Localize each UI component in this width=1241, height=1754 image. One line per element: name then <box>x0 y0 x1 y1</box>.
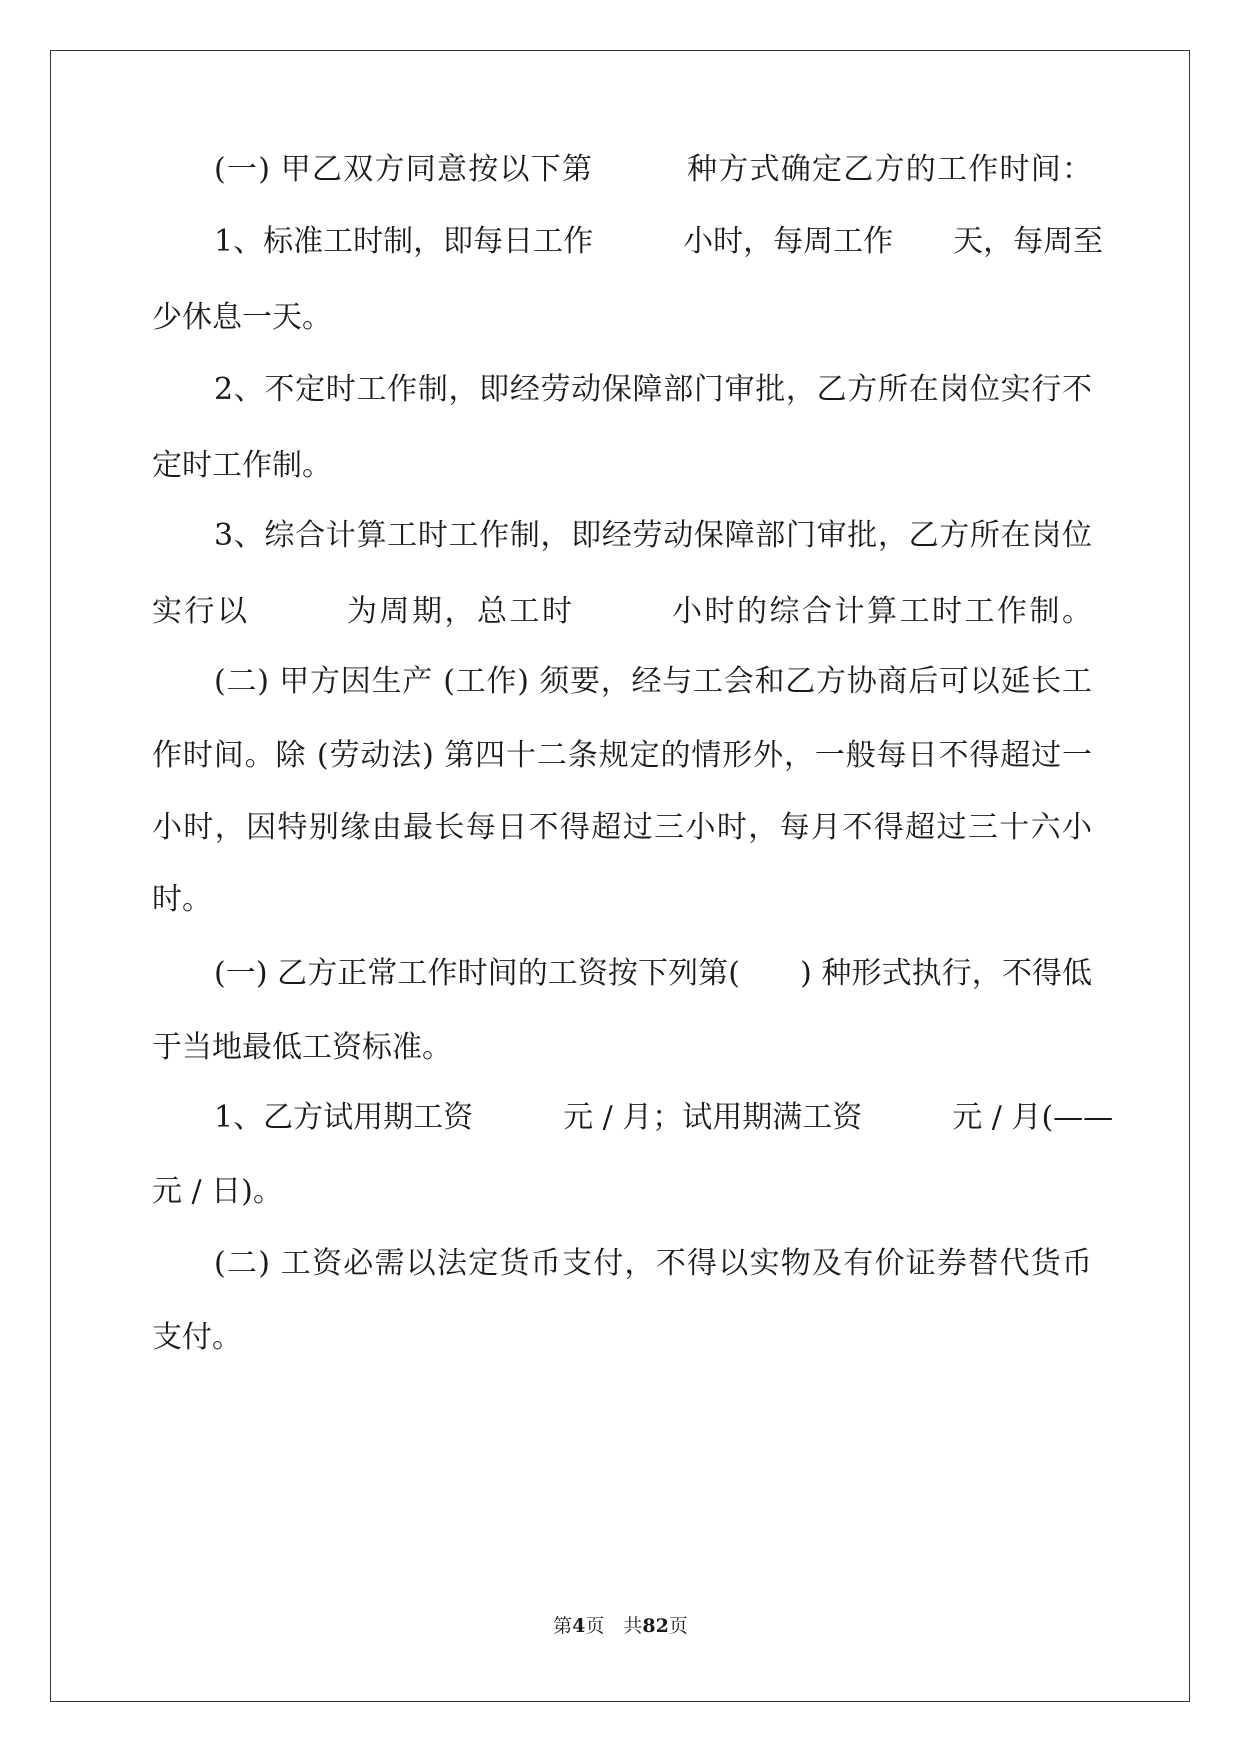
paragraph-line: 定时工作制。 <box>152 448 332 483</box>
page-footer <box>0 1614 1241 1638</box>
footer-page-prefix: 第 <box>553 1615 573 1637</box>
footer-total-suffix: 页 <box>668 1615 688 1637</box>
paragraph-line: 时。 <box>152 882 212 917</box>
paragraph-line: 小时，因特别缘由最长每日不得超过三小时，每月不得超过三十六小 <box>152 810 1092 845</box>
paragraph-line: 1、标准工时制，即每日工作 小时，每周工作 天，每周至 <box>214 224 1104 259</box>
footer-total-pages: 82 <box>642 1615 669 1637</box>
paragraph-line: 支付。 <box>152 1320 242 1355</box>
paragraph-line: 3、综合计算工时工作制，即经劳动保障部门审批，乙方所在岗位 <box>214 518 1092 553</box>
paragraph-line: 作时间。除 (劳动法) 第四十二条规定的情形外，一般每日不得超过一 <box>152 738 1092 773</box>
paragraph-line: 少休息一天。 <box>152 300 332 335</box>
paragraph-line: (二) 甲方因生产 (工作) 须要，经与工会和乙方协商后可以延长工 <box>214 664 1092 699</box>
paragraph-line: 1、乙方试用期工资 元 / 月；试用期满工资 元 / 月(—— <box>214 1100 1114 1135</box>
footer-page-number: 4 <box>572 1615 586 1637</box>
paragraph-line: (一) 甲乙双方同意按以下第 种方式确定乙方的工作时间： <box>214 152 1092 187</box>
paragraph-line: 2、不定时工作制，即经劳动保障部门审批，乙方所在岗位实行不 <box>214 372 1092 407</box>
footer-page-suffix: 页 <box>585 1615 605 1637</box>
footer-total-prefix: 共 <box>623 1615 643 1637</box>
paragraph-line: (二) 工资必需以法定货币支付，不得以实物及有价证券替代货币 <box>214 1246 1092 1281</box>
paragraph-line: 元 / 日)。 <box>152 1174 283 1209</box>
paragraph-line: (一) 乙方正常工作时间的工资按下列第( ) 种形式执行，不得低 <box>214 956 1092 991</box>
paragraph-line: 实行以 为周期，总工时 小时的综合计算工时工作制。 <box>152 594 1092 629</box>
paragraph-line: 于当地最低工资标准。 <box>152 1030 452 1065</box>
